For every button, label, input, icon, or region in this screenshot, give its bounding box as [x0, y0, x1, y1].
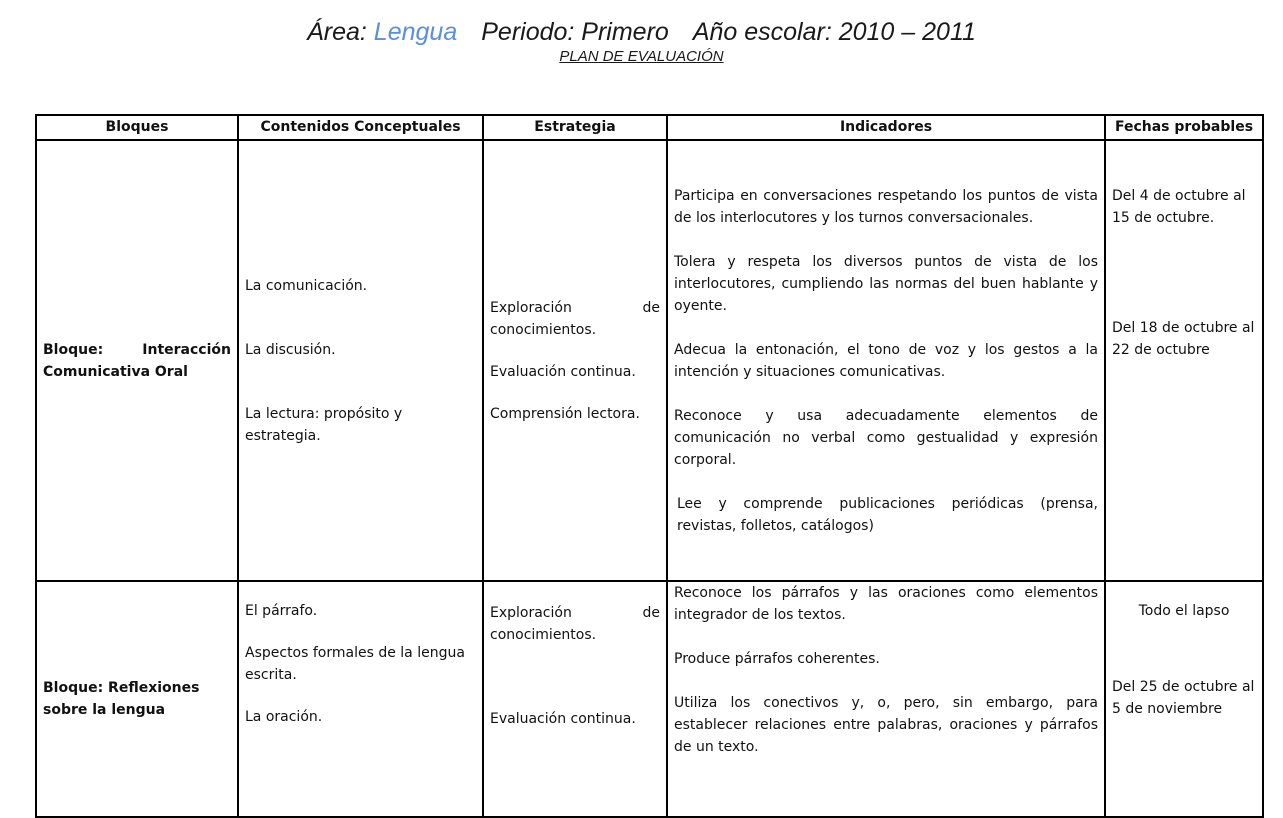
contenidos-cell — [238, 140, 483, 581]
area-value: Lengua — [373, 18, 458, 46]
indicadores-cell — [667, 140, 1105, 581]
fecha-item: 15 de octubre. — [1112, 210, 1215, 226]
fechas-cell — [1105, 581, 1263, 817]
indicador-item: Participa en conversaciones respetando los puntos de vista de los interlocutores y los turnos conversacionales. — [674, 187, 1098, 226]
fecha-item: Del 25 de octubre al 5 de noviembre — [1112, 679, 1255, 717]
table-header-row — [36, 115, 1263, 140]
indicador-item: Lee y comprende publicaciones periódicas (prensa, revistas, folletos, catálogos) — [677, 495, 1098, 534]
header-indicadores: Indicadores — [667, 115, 1105, 140]
estrategia-item: Comprensión lectora. — [490, 405, 640, 422]
bloque-cell: Bloque: Interacción Comunicativa Oral — [36, 140, 238, 581]
indicador-item: Produce párrafos coherentes. — [674, 651, 880, 667]
contenido-item: Aspectos formales de la lengua escrita. — [245, 645, 465, 683]
indicador-item: Reconoce los párrafos y las oraciones como elementos integrador de los textos. — [674, 585, 1098, 623]
contenido-item: La oración. — [245, 709, 323, 725]
contenidos-cell — [238, 581, 483, 817]
header-fechas: Fechas probables — [1105, 115, 1263, 140]
contenido-item: El párrafo. — [245, 603, 318, 619]
indicador-item: Reconoce y usa adecuadamente elementos de comunicación no verbal como gestualidad y expresión corporal. — [674, 407, 1098, 468]
indicador-item: Utiliza los conectivos y, o, pero, sin embargo, para establecer relaciones entre palabras, oraciones y párrafos de un texto. — [674, 695, 1098, 755]
header-contenidos: Contenidos Conceptuales — [238, 115, 483, 140]
estrategia-item: Evaluación continua. — [490, 363, 636, 380]
table-row — [36, 140, 1263, 581]
indicadores-cell — [667, 581, 1105, 817]
page-title — [0, 18, 1283, 47]
fecha-item: Del 18 de octubre al 22 de octubre — [1112, 320, 1255, 358]
table-row — [36, 581, 1263, 817]
indicador-item: Tolera y respeta los diversos puntos de vista de los interlocutores, cumpliendo las normas del buen hablante y oyente. — [674, 253, 1098, 314]
anio-escolar-label: Año escolar: 2010 – 2011 — [692, 18, 976, 46]
fechas-cell — [1105, 140, 1263, 581]
periodo-label: Periodo: Primero — [481, 18, 669, 46]
bloque-cell: Bloque: Reflexiones sobre la lengua — [36, 581, 238, 817]
contenido-item: La discusión. — [245, 341, 336, 358]
fecha-item: Del 4 de octubre al — [1112, 188, 1246, 204]
estrategia-item: Exploración de conocimientos. — [490, 299, 660, 338]
fecha-item: Todo el lapso — [1138, 603, 1230, 619]
estrategia-item: Evaluación continua. — [490, 711, 636, 727]
indicador-item: Adecua la entonación, el tono de voz y los gestos a la intención y situaciones comunicativas. — [674, 341, 1098, 380]
estrategia-cell — [483, 581, 667, 817]
header-bloques: Bloques — [36, 115, 238, 140]
page-subtitle: PLAN DE EVALUACIÓN — [559, 48, 724, 65]
contenido-item: La lectura: propósito y estrategia. — [245, 405, 403, 444]
header-estrategia: Estrategia — [483, 115, 667, 140]
estrategia-cell — [483, 140, 667, 581]
estrategia-item: Exploración de conocimientos. — [490, 605, 660, 643]
contenido-item: La comunicación. — [245, 277, 368, 294]
area-label: Área: — [307, 18, 367, 46]
evaluation-plan-table — [35, 114, 1264, 818]
